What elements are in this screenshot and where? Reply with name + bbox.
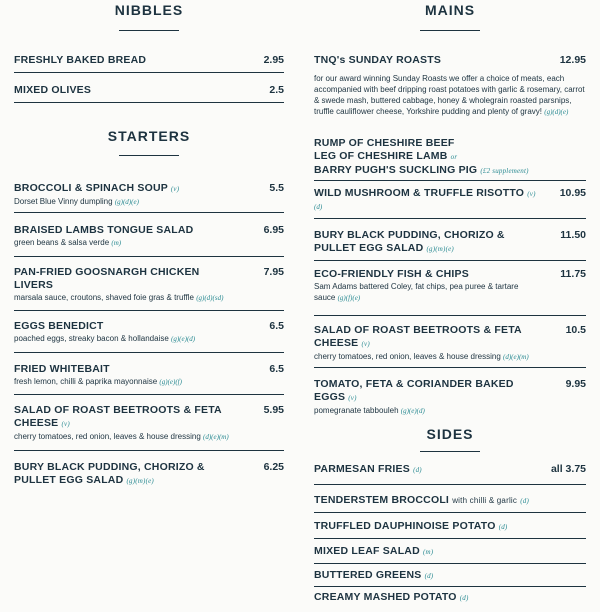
roast-option-lamb: LEG OF CHESHIRE LAMB bbox=[314, 150, 448, 162]
allergen-tag: (v) bbox=[348, 394, 357, 402]
item-name: SALAD OF ROAST BEETROOTS & FETA CHEESE bbox=[314, 324, 522, 349]
divider bbox=[14, 352, 284, 353]
item-price: 6.25 bbox=[263, 461, 284, 473]
allergen-tag: (d) bbox=[314, 203, 323, 211]
item-name: TRUFFLED DAUPHINOISE POTATO bbox=[314, 520, 496, 532]
item-name: EGGS BENEDICT bbox=[14, 320, 104, 332]
roast-option-pig: BARRY PUGH'S SUCKLING PIG bbox=[314, 164, 478, 176]
divider bbox=[314, 563, 586, 564]
right-column bbox=[314, 0, 586, 612]
roast-option-beef: RUMP OF CHESHIRE BEEF bbox=[314, 137, 455, 149]
menu-item-whitebait bbox=[14, 363, 284, 388]
item-price: 10.5 bbox=[565, 324, 586, 336]
item-name: MIXED OLIVES bbox=[14, 84, 92, 96]
item-description: cherry tomatoes, red onion, leaves & house dressing bbox=[14, 432, 201, 441]
item-price: 2.5 bbox=[269, 84, 284, 96]
item-price: 7.95 bbox=[263, 266, 284, 278]
menu-item-lambs-tongue bbox=[14, 224, 284, 249]
menu-item-beetroot-salad bbox=[14, 404, 284, 443]
sides-title-rule bbox=[420, 451, 480, 452]
allergen-tag: (d) bbox=[413, 466, 422, 474]
mains-title: MAINS bbox=[424, 2, 476, 18]
item-description: cherry tomatoes, red onion, leaves & house dressing bbox=[314, 352, 501, 361]
nibbles-title-rule bbox=[119, 30, 179, 31]
item-description: Sam Adams battered Coley, fat chips, pea puree & tartare sauce bbox=[314, 282, 519, 302]
divider bbox=[14, 394, 284, 395]
allergen-tag: (g)(e)(f) bbox=[159, 378, 182, 386]
item-name: BURY BLACK PUDDING, CHORIZO & PULLET EGG SALAD bbox=[14, 461, 205, 486]
allergen-tag: (m) bbox=[423, 548, 434, 556]
allergen-tag: (v) bbox=[61, 420, 70, 428]
item-name: PAN-FRIED GOOSNARGH CHICKEN LIVERS bbox=[14, 266, 200, 291]
item-name: TNQ's SUNDAY ROASTS bbox=[314, 54, 442, 66]
item-name: BRAISED LAMBS TONGUE SALAD bbox=[14, 224, 194, 236]
item-description: pomegranate tabbouleh bbox=[314, 406, 399, 415]
allergen-tag: (d) bbox=[520, 497, 529, 505]
item-name: MIXED LEAF SALAD bbox=[314, 545, 420, 557]
option-suffix: (£2 supplement) bbox=[480, 167, 529, 175]
divider bbox=[14, 310, 284, 311]
item-description: green beans & salsa verde bbox=[14, 238, 110, 247]
item-description: poached eggs, streaky bacon & hollandaise bbox=[14, 334, 169, 343]
mains-title-rule bbox=[420, 30, 480, 31]
menu-item-black-pudding-main bbox=[314, 229, 586, 256]
allergen-tag: (g)(f)(e) bbox=[337, 294, 361, 302]
left-column bbox=[14, 0, 284, 612]
menu-item-soup bbox=[14, 182, 284, 208]
allergen-tag: (d)(e)(m) bbox=[203, 433, 229, 441]
item-name: SALAD OF ROAST BEETROOTS & FETA CHEESE bbox=[14, 404, 222, 429]
allergen-tag: (g)(e)(d) bbox=[400, 407, 425, 415]
item-extra: with chilli & garlic bbox=[452, 496, 518, 505]
allergen-tag: (d)(e)(m) bbox=[503, 353, 529, 361]
side-item-dauphinoise bbox=[314, 520, 586, 534]
allergen-tag: (m) bbox=[111, 239, 122, 247]
divider bbox=[14, 212, 284, 213]
item-price: 11.75 bbox=[560, 268, 586, 280]
divider bbox=[14, 102, 284, 103]
allergen-tag: (g)(d)(sd) bbox=[196, 294, 224, 302]
side-item-salad bbox=[314, 545, 586, 559]
item-price: 12.95 bbox=[559, 54, 586, 66]
divider bbox=[314, 538, 586, 539]
divider bbox=[314, 484, 586, 485]
item-price: 6.5 bbox=[269, 320, 284, 332]
item-name: FRESHLY BAKED BREAD bbox=[14, 54, 147, 66]
item-price: 5.95 bbox=[263, 404, 284, 416]
item-name: WILD MUSHROOM & TRUFFLE RISOTTO bbox=[314, 187, 525, 199]
item-name: PARMESAN FRIES bbox=[314, 463, 410, 475]
item-name: ECO-FRIENDLY FISH & CHIPS bbox=[314, 268, 469, 280]
menu-item-fish-chips bbox=[314, 268, 586, 304]
menu-item-risotto bbox=[314, 187, 586, 213]
starters-title: STARTERS bbox=[107, 128, 191, 144]
item-name: TENDERSTEM BROCCOLI bbox=[314, 494, 450, 506]
item-name: FRIED WHITEBAIT bbox=[14, 363, 110, 375]
item-price: 5.5 bbox=[269, 182, 284, 194]
item-price: 9.95 bbox=[565, 378, 586, 390]
allergen-tag: (g)(e)(d) bbox=[171, 335, 196, 343]
side-item-greens bbox=[314, 569, 586, 583]
sides-title: SIDES bbox=[426, 426, 474, 442]
allergen-tag: (d) bbox=[459, 594, 469, 602]
roast-options bbox=[314, 137, 586, 178]
option-suffix: or bbox=[450, 153, 458, 161]
item-description: fresh lemon, chilli & paprika mayonnaise bbox=[14, 377, 158, 386]
allergen-tag: (g)(d)(e) bbox=[544, 108, 569, 116]
menu-item-chicken-livers bbox=[14, 266, 284, 304]
item-description: for our award winning Sunday Roasts we offer a choice of meats, each accompanied with beef dripping roast potatoes with garlic & rosemary, carrot & swede mash, buttered cabbage, honey & wholegrain roasted parsnips, truffle cauliflower cheese, Yorkshire pudding and plenty of gravy! bbox=[314, 74, 585, 116]
allergen-tag: (d) bbox=[424, 572, 434, 580]
item-name: BUTTERED GREENS bbox=[314, 569, 422, 581]
divider bbox=[314, 260, 586, 261]
menu-item-bread bbox=[14, 54, 284, 67]
divider bbox=[314, 180, 586, 181]
divider bbox=[314, 512, 586, 513]
item-price: 6.95 bbox=[263, 224, 284, 236]
item-name: BROCCOLI & SPINACH SOUP bbox=[14, 182, 168, 194]
divider bbox=[314, 367, 586, 368]
divider bbox=[314, 218, 586, 219]
allergen-tag: (d) bbox=[498, 523, 508, 531]
side-item-broccoli bbox=[314, 494, 586, 508]
item-description: marsala sauce, croutons, shaved foie gras & truffle bbox=[14, 293, 194, 302]
divider bbox=[314, 315, 586, 316]
menu-item-baked-eggs bbox=[314, 378, 586, 417]
item-description: Dorset Blue Vinny dumpling bbox=[14, 197, 113, 206]
allergen-tag: (v) bbox=[527, 190, 536, 198]
allergen-tag: (g)(d)(e) bbox=[114, 198, 139, 206]
item-price: all 3.75 bbox=[550, 463, 586, 475]
menu-item-black-pudding-starter bbox=[14, 461, 284, 488]
item-price: 11.50 bbox=[560, 229, 586, 241]
divider bbox=[314, 586, 586, 587]
item-price: 10.95 bbox=[559, 187, 586, 199]
item-name: TOMATO, FETA & CORIANDER BAKED EGGS bbox=[314, 378, 514, 403]
item-price: 6.5 bbox=[269, 363, 284, 375]
menu-item-olives bbox=[14, 84, 284, 97]
menu-item-eggs-benedict bbox=[14, 320, 284, 345]
allergen-tag: (v) bbox=[170, 185, 180, 193]
divider bbox=[14, 256, 284, 257]
side-item-fries bbox=[314, 463, 586, 477]
item-price: 2.95 bbox=[263, 54, 284, 66]
menu-item-beetroot-main bbox=[314, 324, 586, 363]
item-name: CREAMY MASHED POTATO bbox=[314, 591, 457, 603]
side-item-mash bbox=[314, 591, 586, 605]
item-name: BURY BLACK PUDDING, CHORIZO & PULLET EGG SALAD bbox=[314, 229, 505, 254]
divider bbox=[14, 72, 284, 73]
menu-item-sunday-roasts bbox=[314, 54, 586, 118]
starters-title-rule bbox=[119, 155, 179, 156]
allergen-tag: (v) bbox=[361, 340, 370, 348]
nibbles-title: NIBBLES bbox=[114, 2, 184, 18]
allergen-tag: (g)(m)(e) bbox=[126, 477, 154, 485]
divider bbox=[14, 450, 284, 451]
allergen-tag: (g)(m)(e) bbox=[426, 245, 454, 253]
